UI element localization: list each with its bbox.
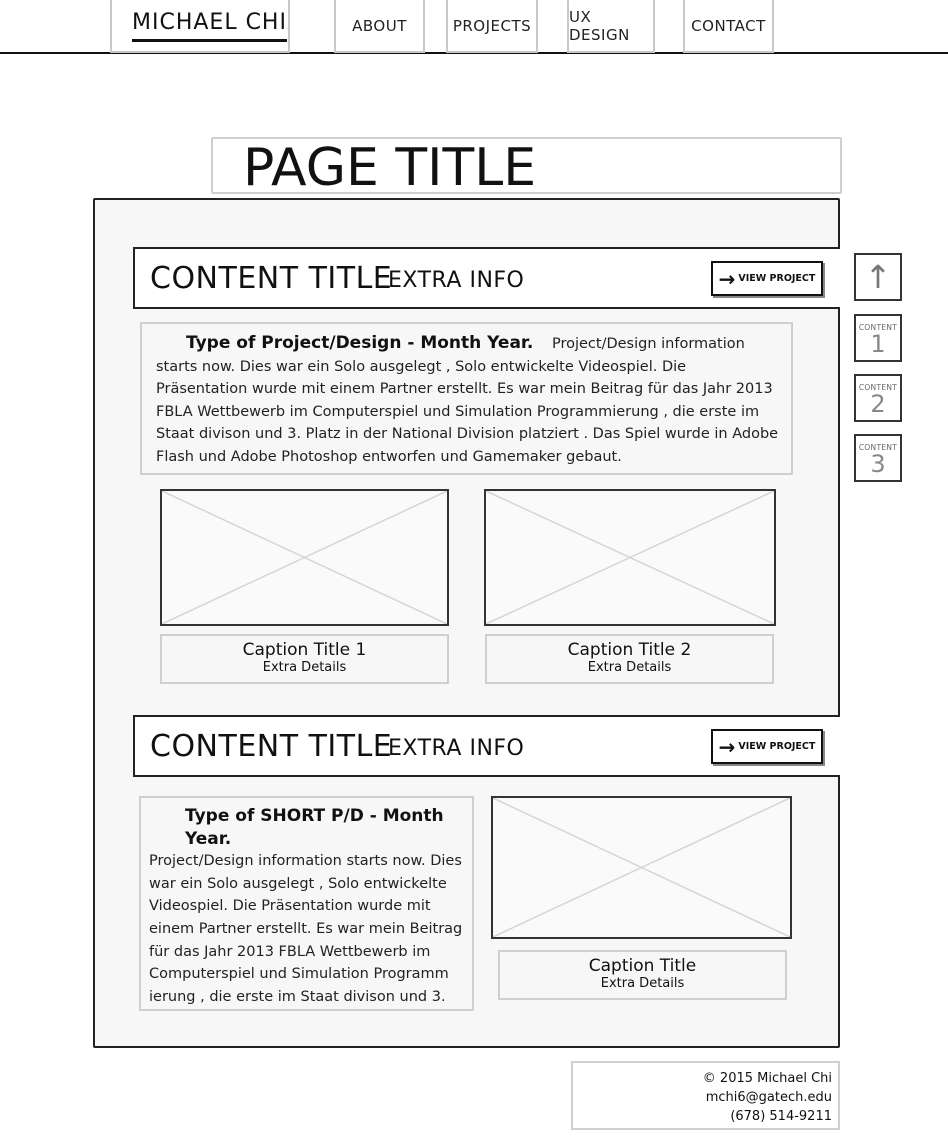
content-title: CONTENT TITLE	[150, 729, 393, 764]
caption-title: Caption Title 1	[242, 640, 367, 660]
caption-box-2	[485, 634, 774, 684]
page-title-box	[211, 137, 842, 198]
caption-details: Extra Details	[262, 660, 347, 675]
extra-info: EXTRA INFO	[388, 268, 525, 293]
caption-title: Caption Title	[588, 956, 697, 976]
nav-brand[interactable]	[110, 0, 290, 53]
footer	[571, 1061, 840, 1130]
view-project-button[interactable]	[711, 729, 823, 764]
side-nav-number: 1	[870, 330, 886, 358]
arrow-right-icon: →	[718, 266, 736, 291]
nav-item-contact[interactable]: CONTACT	[683, 0, 774, 53]
image-placeholder-1[interactable]	[160, 489, 449, 626]
project-description: Project/Design information starts now. Dies war ein Solo ausgelegt , Solo entwickelte Videospiel. Die Präsentation wurde mit einem Partner erstellt. Es war mein Beitrag für das Jahr 2013 FBLA Wettbewerb im Computerspiel und Simulation Programmierung , die erste im Staat divison und 3. Platz in der National Division platziert . Das Spiel wurde in Adobe Flash und Adobe Photoshop entworfen und Gamemaker gebaut.	[156, 336, 779, 465]
extra-info: EXTRA INFO	[388, 736, 525, 761]
content-title: CONTENT TITLE	[150, 261, 393, 296]
image-placeholder-3[interactable]	[491, 796, 792, 939]
back-to-top-button[interactable]	[854, 253, 902, 301]
side-nav-content-1[interactable]	[854, 314, 902, 362]
description-box-1	[140, 322, 793, 475]
description-box-2	[139, 796, 474, 1011]
page-title: PAGE TITLE	[243, 138, 537, 198]
footer-email[interactable]: mchi6@gatech.edu	[705, 1090, 832, 1105]
nav-item-about[interactable]: ABOUT	[334, 0, 425, 53]
footer-phone: (678) 514-9211	[730, 1109, 832, 1124]
nav-item-ux-design[interactable]: UX DESIGN	[567, 0, 655, 53]
caption-details: Extra Details	[587, 660, 672, 675]
side-nav-content-2[interactable]	[854, 374, 902, 422]
side-nav-number: 3	[870, 450, 886, 478]
view-project-button[interactable]	[711, 261, 823, 296]
caption-title: Caption Title 2	[567, 640, 692, 660]
view-project-label: VIEW PROJECT	[738, 741, 816, 752]
side-nav-content-3[interactable]	[854, 434, 902, 482]
image-placeholder-2[interactable]	[484, 489, 776, 626]
content-header-2	[133, 715, 840, 777]
project-type-line: Type of SHORT P/D - Month Year.	[185, 806, 444, 849]
arrow-right-icon: →	[718, 734, 736, 759]
project-description: Project/Design information starts now. Dies war ein Solo ausgelegt , Solo entwickelte Videospiel. Die Präsentation wurde mit einem Partner erstellt. Es war mein Beitrag für das Jahr 2013 FBLA Wettbewerb im Computerspiel und Simulation Programm ierung , die erste im Staat divison und 3.	[149, 853, 463, 1005]
side-nav-label: CONTENT	[858, 443, 898, 452]
side-nav-label: CONTENT	[858, 383, 898, 392]
footer-copyright: © 2015 Michael Chi	[702, 1071, 832, 1086]
nav-item-projects[interactable]: PROJECTS	[446, 0, 538, 53]
up-arrow-icon: ↑	[864, 258, 892, 296]
project-type-line: Type of Project/Design - Month Year.	[186, 333, 534, 353]
side-nav-number: 2	[870, 390, 886, 418]
caption-box-3	[498, 950, 787, 1000]
brand-name: MICHAEL CHI	[132, 10, 287, 42]
content-header-1	[133, 247, 840, 309]
caption-box-1	[160, 634, 449, 684]
caption-details: Extra Details	[600, 976, 685, 991]
side-nav-label: CONTENT	[858, 323, 898, 332]
view-project-label: VIEW PROJECT	[738, 273, 816, 284]
